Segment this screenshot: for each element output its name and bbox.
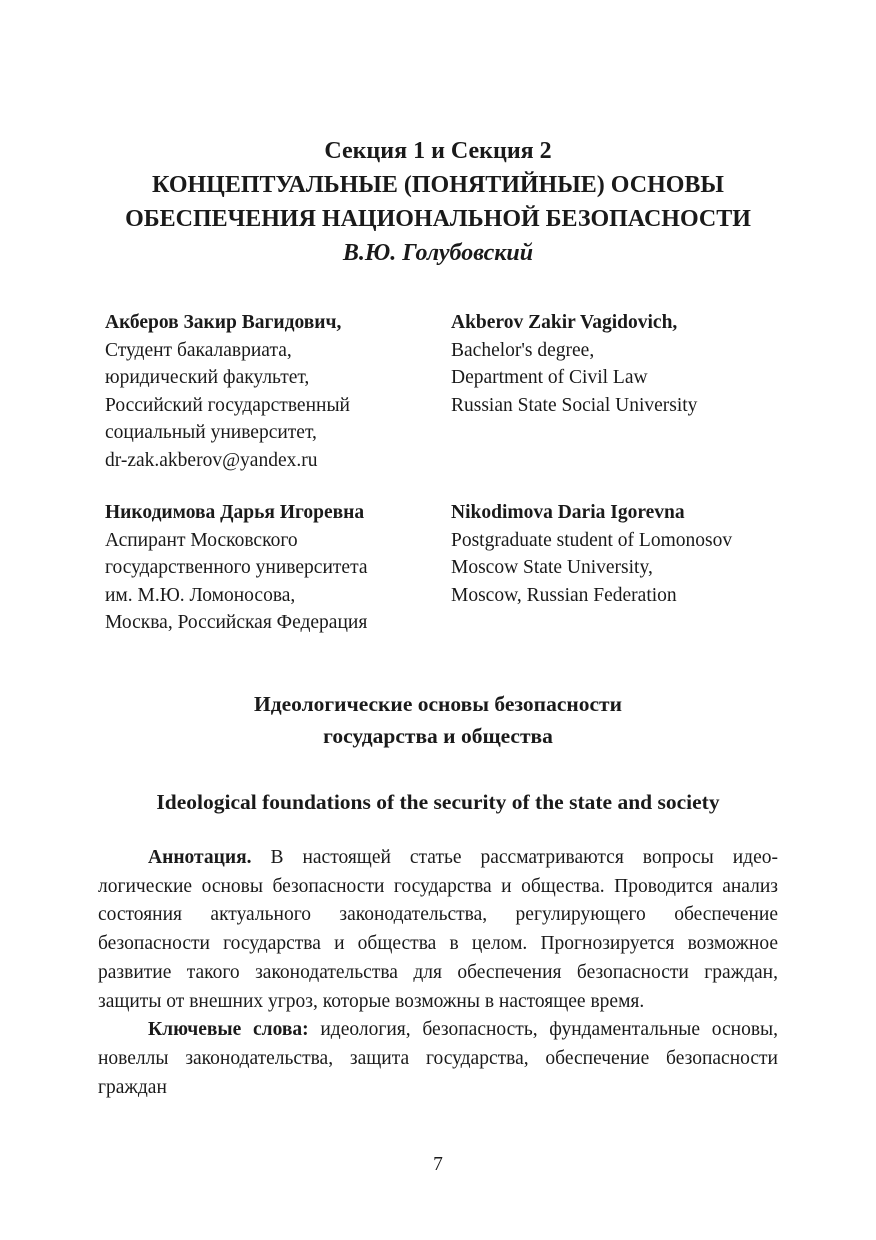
section-title-line-2: ОБЕСПЕЧЕНИЯ НАЦИОНАЛЬНОЙ БЕЗОПАСНОСТИ — [125, 206, 751, 232]
affiliation-line: государственного университета — [105, 557, 368, 578]
article-title-ru — [0, 688, 876, 752]
affiliation-line: Postgraduate student of Lomonosov — [451, 529, 733, 551]
abstract-paragraph — [98, 844, 778, 1016]
author-email[interactable]: dr-zak.akberov@yandex.ru — [105, 449, 318, 471]
section-title-line-1: КОНЦЕПТУАЛЬНЫЕ (ПОНЯТИЙНЫЕ) ОСНОВЫ — [152, 172, 724, 198]
affiliation-line: Russian State Social University — [451, 394, 698, 416]
author-name: Nikodimova Daria Igorevna — [451, 502, 685, 523]
author-2-en — [451, 499, 732, 609]
keywords-paragraph — [98, 1016, 778, 1102]
affiliation-line: Moscow, Russian Federation — [451, 584, 677, 606]
affiliation-line: социальный университет, — [105, 422, 317, 443]
abstract-label: Аннотация. — [148, 847, 252, 868]
affiliation-line: Department of Civil Law — [451, 367, 648, 388]
article-title-en: Ideological foundations of the security of the state and society — [156, 790, 720, 814]
affiliation-line: юридический факультет, — [105, 367, 310, 388]
abstract-text: В настоящей статье рассматриваются вопросы идеологические основы безопасности государства и общества. Проводится анализ состояния актуального законодательства, регулирующего обеспечение безопасности государства и общества в целом. Прогнозируется возможное развитие такого законодательства для обеспечения безопасности граждан, защиты от внешних угроз, которые возможны в настоящее время. — [98, 847, 778, 1012]
affiliation-line: Bachelor's degree, — [451, 339, 595, 361]
author-1-ru — [105, 309, 350, 474]
section-editor: В.Ю. Голубовский — [342, 240, 534, 266]
affiliation-line: Moscow State University, — [451, 557, 653, 578]
author-1-en — [451, 309, 697, 419]
keywords-label: Ключевые слова: — [148, 1019, 309, 1041]
affiliation-line: им. М.Ю. Ломоносова, — [105, 584, 296, 606]
section-header — [0, 134, 876, 270]
affiliation-line: Москва, Российская Федерация — [105, 612, 368, 633]
author-name: Никодимова Дарья Игоревна — [105, 502, 365, 523]
affiliation-line: Российский государственный — [105, 394, 350, 416]
author-name: Акберов Закир Вагидович, — [105, 312, 342, 333]
affiliation-line: Студент бакалавриата, — [105, 339, 292, 361]
article-title-ru-line-2: государства и общества — [323, 724, 553, 748]
section-label: Секция 1 и Секция 2 — [324, 138, 552, 164]
affiliation-line: Аспирант Московского — [105, 529, 298, 551]
author-name: Akberov Zakir Vagidovich, — [451, 312, 678, 333]
abstract-block — [98, 844, 778, 1102]
article-title-ru-line-1: Идеологические основы безопасности — [254, 692, 622, 716]
author-2-ru — [105, 499, 367, 637]
page-number: 7 — [433, 1154, 443, 1175]
keywords-text: идеология, безопасность, фундаментальные основы, новеллы законодательства, защита государства, обеспечение безопасности граждан — [98, 1019, 779, 1098]
